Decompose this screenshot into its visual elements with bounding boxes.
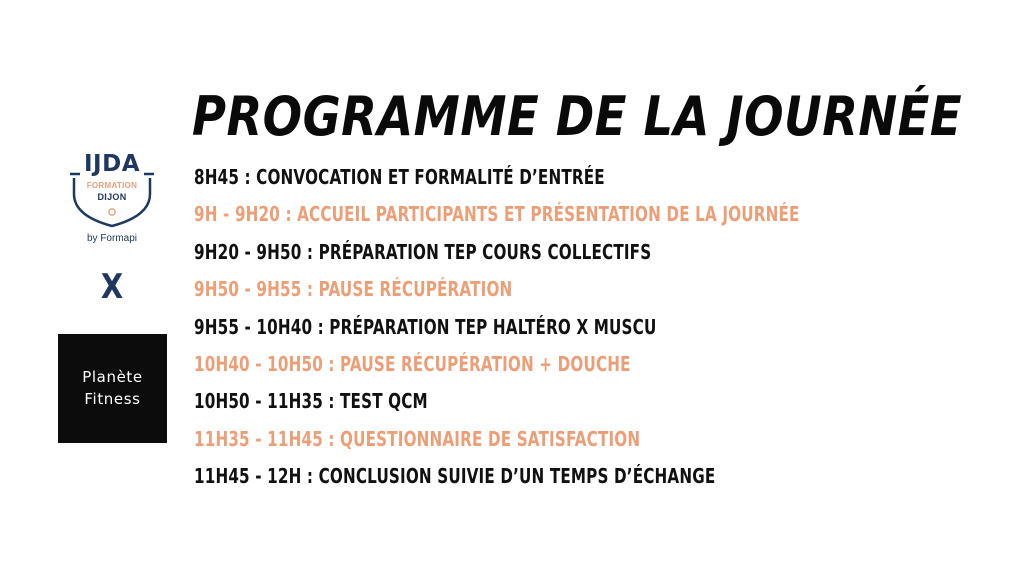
ijda-formation-label: FORMATION xyxy=(86,181,138,190)
ijda-logo xyxy=(66,150,158,250)
schedule-item: 9H - 9H20 : ACCUEIL PARTICIPANTS ET PRÉSENTATION DE LA JOURNÉE xyxy=(194,202,800,227)
partnership-separator: X xyxy=(100,267,124,307)
schedule-item: 10H50 - 11H35 : TEST QCM xyxy=(194,389,428,414)
schedule-item: 9H20 - 9H50 : PRÉPARATION TEP COURS COLLECTIFS xyxy=(194,239,652,264)
page-title: PROGRAMME DE LA JOURNÉE xyxy=(192,85,962,148)
schedule-item: 11H35 - 11H45 : QUESTIONNAIRE DE SATISFACTION xyxy=(194,426,641,451)
schedule-item: 9H50 - 9H55 : PAUSE RÉCUPÉRATION xyxy=(194,277,513,302)
schedule-item: 10H40 - 10H50 : PAUSE RÉCUPÉRATION + DOUCHE xyxy=(194,351,631,376)
planete-fitness-line1: Planète xyxy=(82,368,143,386)
schedule-item: 8H45 : CONVOCATION ET FORMALITÉ D’ENTRÉE xyxy=(194,165,605,189)
ijda-city-label: DIJON xyxy=(97,192,127,202)
planete-fitness-logo xyxy=(58,334,167,443)
planete-fitness-line2: Fitness xyxy=(84,390,141,408)
ijda-wordmark: IJDA xyxy=(83,151,140,177)
schedule-item: 9H55 - 10H40 : PRÉPARATION TEP HALTÉRO X MUSCU xyxy=(194,314,657,339)
schedule-list xyxy=(194,161,991,498)
schedule-item: 11H45 - 12H : CONCLUSION SUIVIE D’UN TEMPS D’ÉCHANGE xyxy=(194,464,716,489)
ijda-by-label: by Formapi xyxy=(86,233,137,244)
